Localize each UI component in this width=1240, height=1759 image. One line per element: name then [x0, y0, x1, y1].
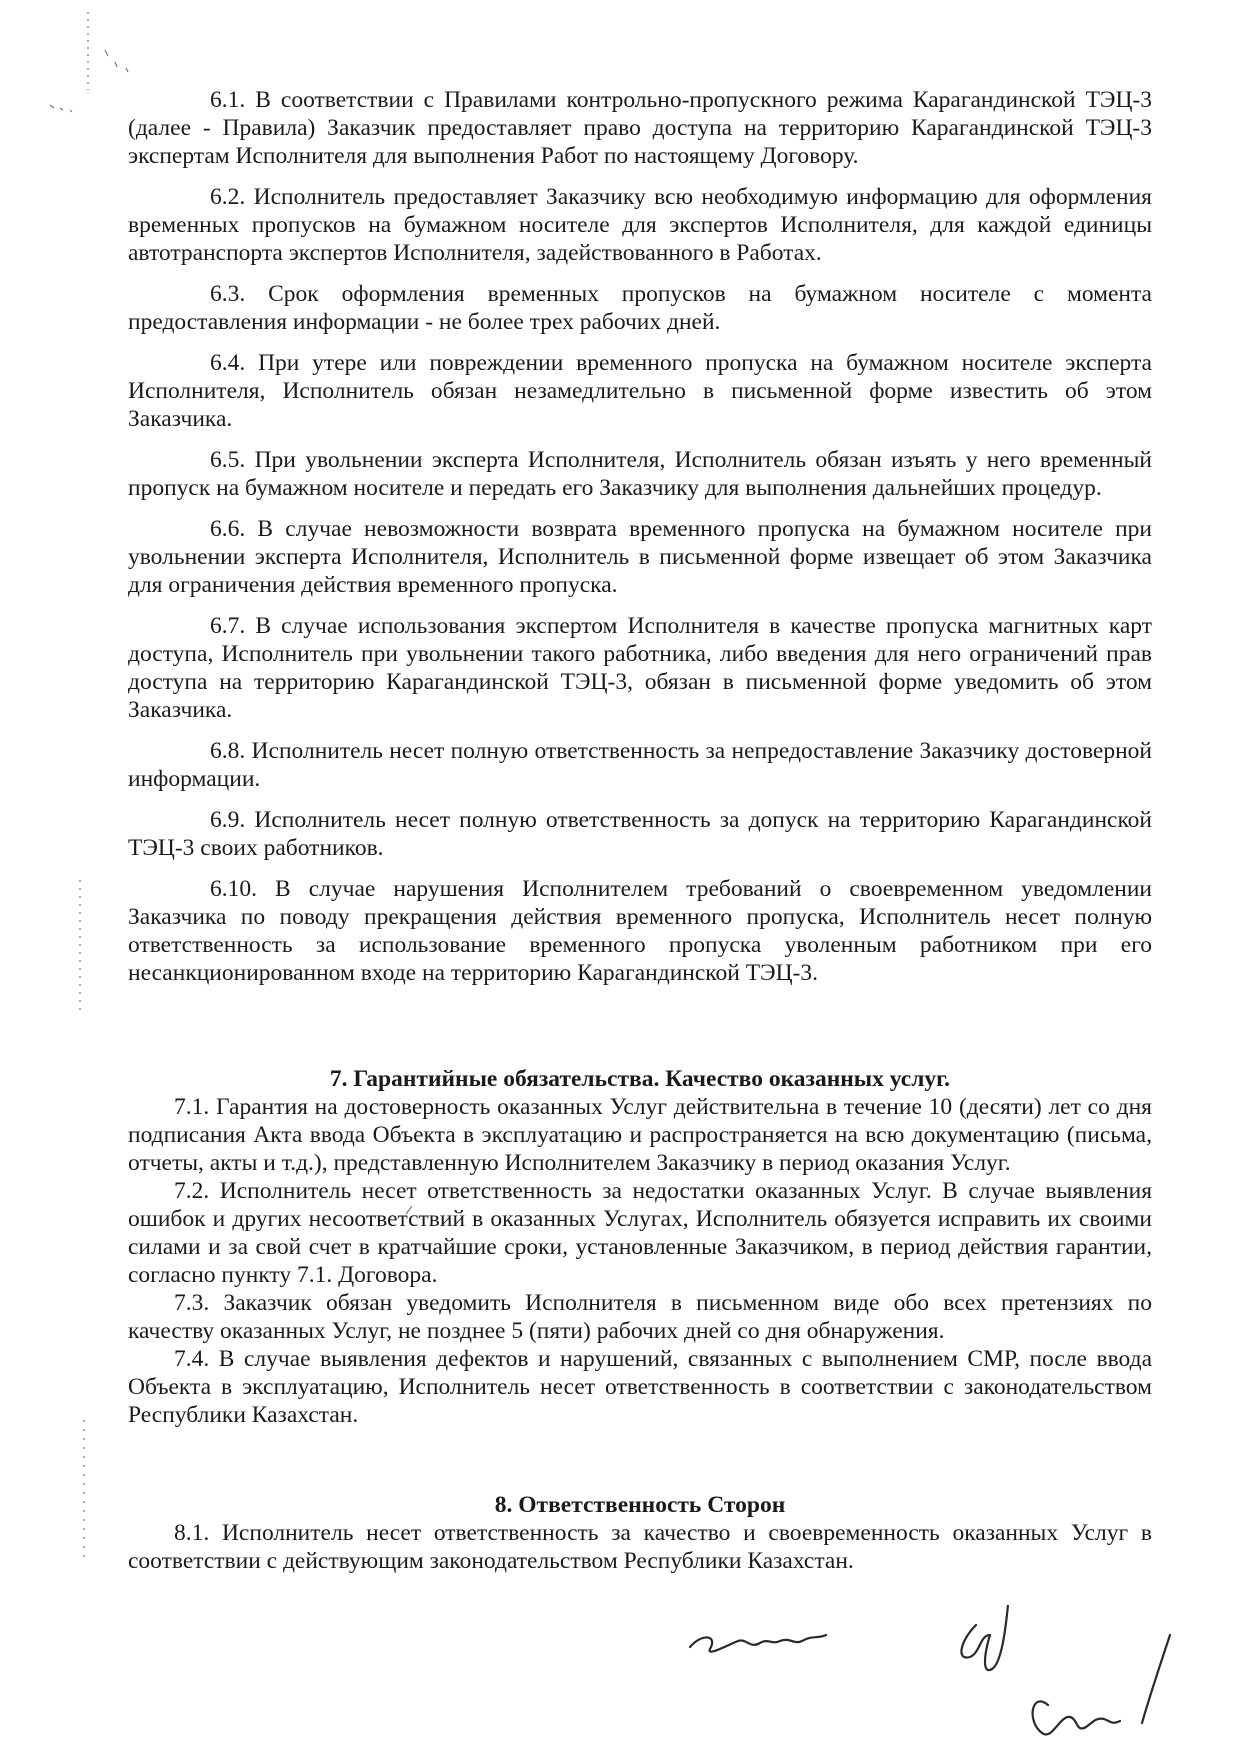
signatures-area — [680, 1605, 1200, 1754]
clause-6-1: 6.1. В соответствии с Правилами контрольно-пропускного режима Карагандинской ТЭЦ-3 (далее - Правила) Заказчик предоставляет право доступа на территорию Карагандинской ТЭЦ-3 экспертам Исполнителя для выполнения Работ по настоящему Договору. — [128, 87, 1152, 169]
clause-7-1: 7.1. Гарантия на достоверность оказанных Услуг действительна в течение 10 (десяти) лет со дня подписания Акта ввода Объекта в эксплуатацию и распространяется на всю документацию (письма, отчеты, акты и т.д.), представленную Исполнителем Заказчику в период оказания Услуг. — [128, 1094, 1152, 1176]
clause-7-4: 7.4. В случае выявления дефектов и нарушений, связанных с выполнением СМР, после ввода Объекта в эксплуатацию, Исполнитель несет ответственность в соответствии с законодательством Республики Казахстан. — [128, 1346, 1152, 1428]
clause-6-5: 6.5. При увольнении эксперта Исполнителя, Исполнитель обязан изъять у него временный пропуск на бумажном носителе и передать его Заказчику для выполнения дальнейших процедур. — [128, 447, 1152, 501]
section-8-heading: 8. Ответственность Сторон — [494, 1492, 786, 1518]
signatures-drawing — [680, 1605, 1200, 1754]
signature-icon — [1033, 1635, 1170, 1735]
clause-6-10: 6.10. В случае нарушения Исполнителем требований о своевременном уведомлении Заказчика по поводу прекращения действия временного пропуска, Исполнитель несет полную ответственность за использование временного пропуска уволенным работником при его несанкционированном входе на территорию Карагандинской ТЭЦ-3. — [128, 876, 1152, 986]
clause-6-6: 6.6. В случае невозможности возврата временного пропуска на бумажном носителе при увольнении эксперта Исполнителя, Исполнитель в письменной форме извещает об этом Заказчика для ограничения действия временного пропуска. — [128, 516, 1152, 598]
document-page — [128, 86, 1152, 1575]
clause-6-2: 6.2. Исполнитель предоставляет Заказчику всю необходимую информацию для оформления временных пропусков на бумажном носителе для экспертов Исполнителя, для каждой единицы автотранспорта экспертов Исполнителя, задействованного в Работах. — [128, 184, 1152, 266]
signature-icon — [961, 1605, 1008, 1670]
clause-8-1: 8.1. Исполнитель несет ответственность за качество и своевременность оказанных Услуг в соответствии с действующим законодательством Республики Казахстан. — [128, 1520, 1152, 1574]
clause-6-9: 6.9. Исполнитель несет полную ответственность за допуск на территорию Карагандинской ТЭЦ-3 своих работников. — [128, 807, 1152, 861]
clause-7-2: 7.2. Исполнитель несет ответственность за недостатки оказанных Услуг. В случае выявления ошибок и других несоответствий в оказанных Услугах, Исполнитель обязуется исправить их своими силами и за свой счет в кратчайшие сроки, установленные Заказчиком, в период действия гарантии, согласно пункту 7.1. Договора. — [128, 1178, 1152, 1288]
section-7-heading: 7. Гарантийные обязательства. Качество оказанных услуг. — [329, 1066, 951, 1092]
clause-6-8: 6.8. Исполнитель несет полную ответственность за непредоставление Заказчику достоверной информации. — [128, 738, 1152, 792]
clause-6-4: 6.4. При утере или повреждении временного пропуска на бумажном носителе эксперта Исполнителя, Исполнитель обязан незамедлительно в письменной форме известить об этом Заказчика. — [128, 350, 1152, 432]
clause-7-3: 7.3. Заказчик обязан уведомить Исполнителя в письменном виде обо всех претензиях по качеству оказанных Услуг, не позднее 5 (пяти) рабочих дней со дня обнаружения. — [128, 1290, 1152, 1344]
signature-icon — [690, 1635, 826, 1652]
clause-6-3: 6.3. Срок оформления временных пропусков на бумажном носителе с момента предоставления информации - не более трех рабочих дней. — [128, 281, 1152, 335]
clause-6-7: 6.7. В случае использования экспертом Исполнителя в качестве пропуска магнитных карт доступа, Исполнитель при увольнении такого работника, либо введения для него ограничений прав доступа на территорию Карагандинской ТЭЦ-3, обязан в письменной форме уведомить об этом Заказчика. — [128, 613, 1152, 723]
